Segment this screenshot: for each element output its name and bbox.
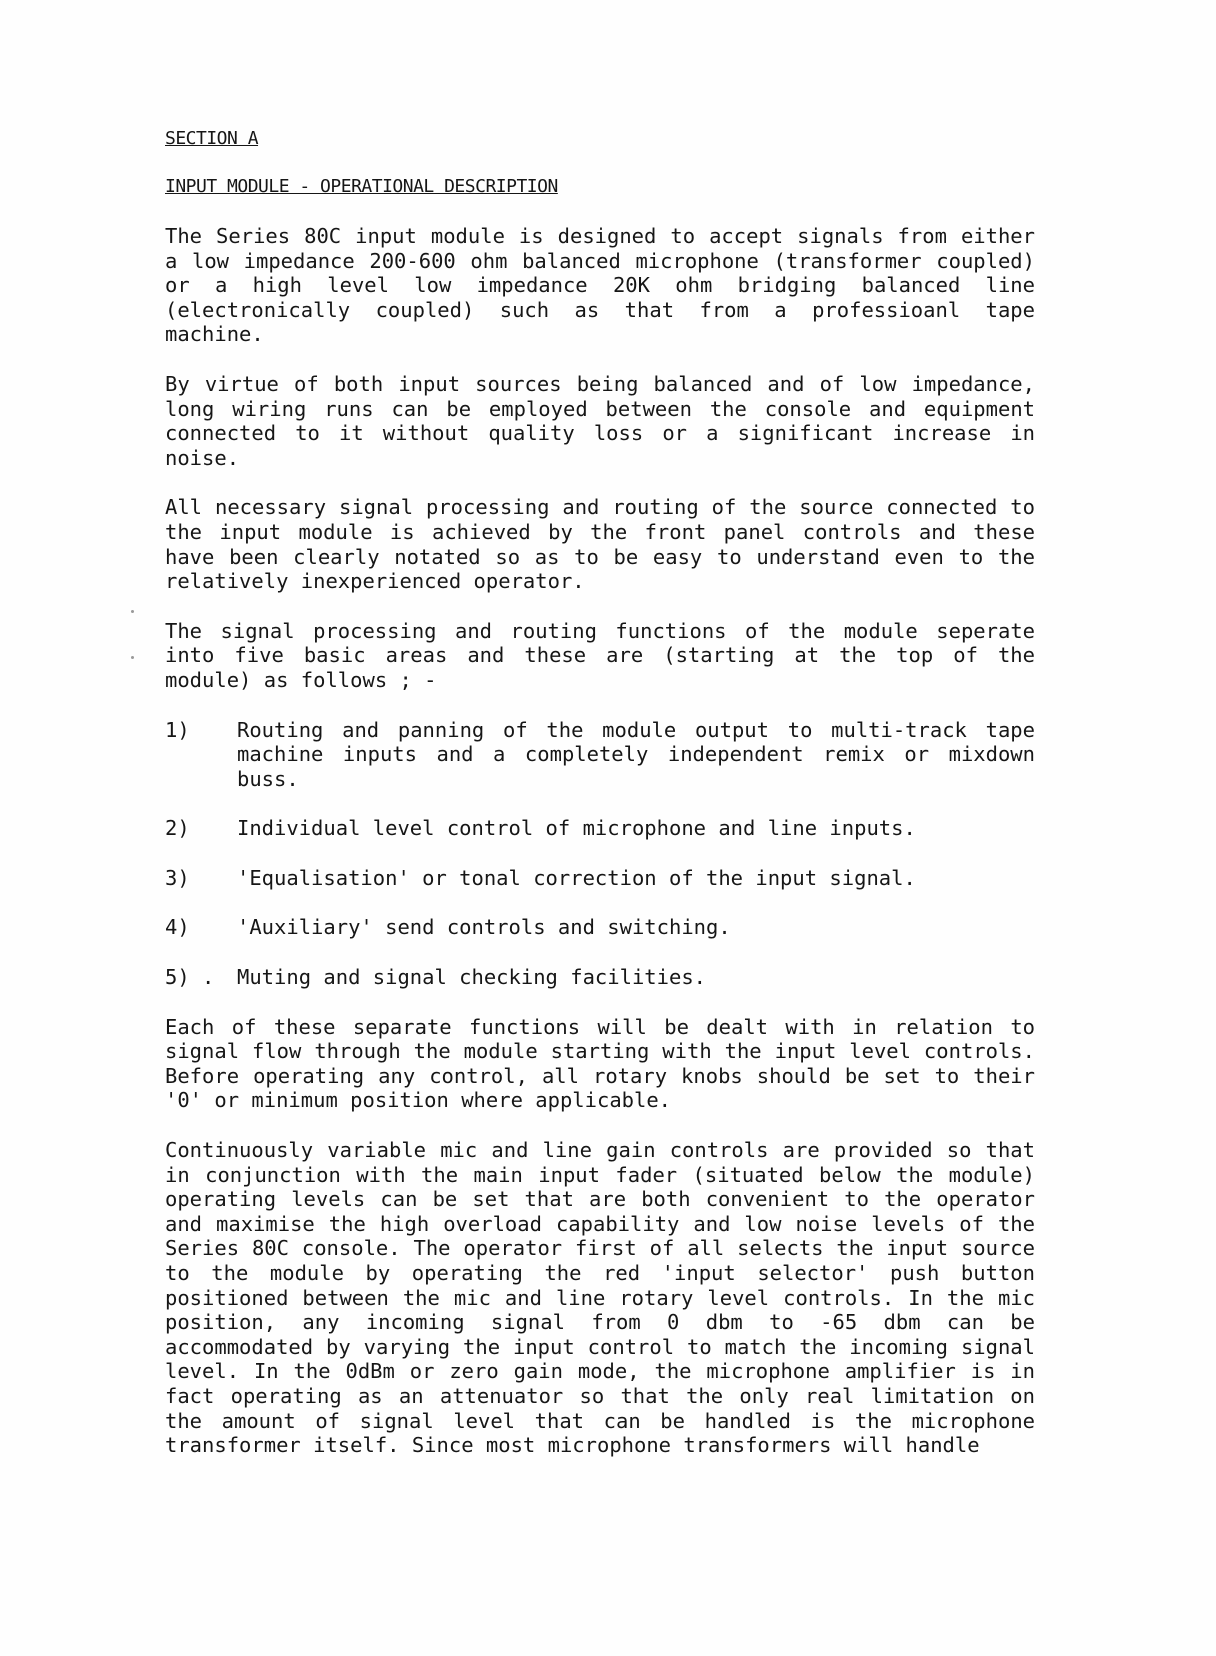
list-item-1 xyxy=(165,718,1035,792)
list-item-4 xyxy=(165,915,1035,940)
list-item-2 xyxy=(165,816,1035,841)
list-number: 1) xyxy=(165,717,190,742)
list-text: Muting and signal checking facilities. xyxy=(237,965,706,990)
list-text: 'Auxiliary' send controls and switching. xyxy=(237,915,731,940)
paragraph-intro-3: All necessary signal processing and routing of the source connected to the input module is achieved by the front panel controls and these have been clearly notated so as to be easy to understand even to the relatively inexperienced operator. xyxy=(165,495,1035,594)
list-number: 2) xyxy=(165,816,190,841)
list-text: 'Equalisation' or tonal correction of the input signal. xyxy=(237,865,916,890)
scan-speck xyxy=(131,656,134,659)
list-text: Individual level control of microphone and line inputs. xyxy=(237,816,916,841)
list-number: 4) xyxy=(165,915,190,940)
paragraph-intro-2: By virtue of both input sources being balanced and of low impedance, long wiring runs can be employed between the console and equipment connected to it without quality loss or a significant increase in noise. xyxy=(165,371,1035,470)
paragraph-intro-1: The Series 80C input module is designed to accept signals from either a low impedance 200-600 ohm balanced microphone (transformer coupled) or a high level low impedance 20K ohm bridging balanced line (electronically coupled) such as that from a professioanl tape machine. xyxy=(165,224,1035,347)
scan-speck xyxy=(131,610,134,613)
section-heading: SECTION A xyxy=(165,128,259,149)
list-item-5 xyxy=(165,965,1035,990)
list-text: Routing and panning of the module output to multi-track tape machine inputs and a completely independent remix or mixdown buss. xyxy=(237,717,1035,791)
paragraph-body-1: Each of these separate functions will be dealt with in relation to signal flow through the module starting with the input level controls. Before operating any control, all rotary knobs should be set to their '0' or minimum position where applicable. xyxy=(165,1014,1035,1113)
document-body xyxy=(165,128,1035,1483)
paragraph-body-2: Continuously variable mic and line gain controls are provided so that in conjunction with the main input fader (situated below the module) operating levels can be set that are both convenient to the operator and maximise the high overload capability and low noise levels of the Series 80C console. The operator first of all selects the input source to the module by operating the red 'input selector' push button positioned between the mic and line rotary level controls. In the mic position, any incoming signal from 0 dbm to -65 dbm can be accommodated by varying the input control to match the incoming signal level. In the 0dBm or zero gain mode, the microphone amplifier is in fact operating as an attenuator so that the only real limitation on the amount of signal level that can be handled is the microphone transformer itself. Since most microphone transformers will handle xyxy=(165,1138,1035,1458)
list-number: 3) xyxy=(165,865,190,890)
paragraph-intro-4: The signal processing and routing functions of the module seperate into five basic areas and these are (starting at the top of the module) as follows ; - xyxy=(165,618,1035,692)
list-number: 5) . xyxy=(165,965,215,990)
list-item-3 xyxy=(165,866,1035,891)
document-title: INPUT MODULE - OPERATIONAL DESCRIPTION xyxy=(165,176,558,197)
